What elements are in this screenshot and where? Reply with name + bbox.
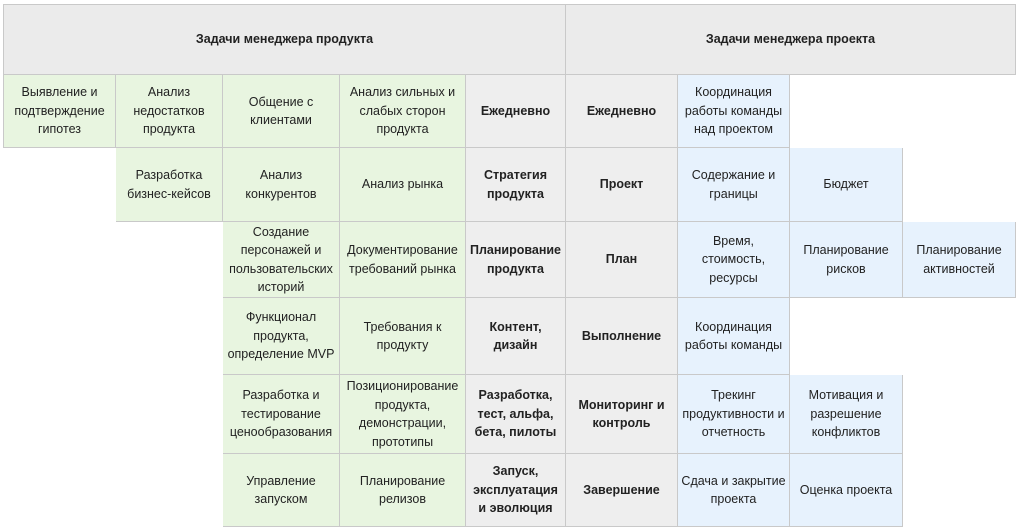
project-task-cell-text: Планирование рисков [803, 243, 889, 276]
product-stage-cell [466, 148, 566, 222]
project-task-cell-text: Планирование активностей [916, 243, 1002, 276]
project-stage-cell [566, 375, 678, 454]
product-stage-cell-text: Разработка, тест, альфа, бета, пилоты [474, 388, 557, 440]
product-task-cell-text: Анализ сильных и слабых сторон продукта [349, 85, 456, 137]
product-stage-cell [466, 222, 566, 298]
project-stage-cell-text: Ежедневно [586, 103, 657, 118]
project-task-cell [790, 222, 903, 298]
project-task-cell [790, 454, 903, 527]
product-task-cell-text: Создание персонажей и пользовательских историй [229, 224, 333, 294]
product-task-cell [223, 298, 340, 375]
product-stage-cell [466, 375, 566, 454]
project-task-cell-text: Сдача и закрытие проекта [681, 473, 786, 506]
product-stage-cell-text: Запуск, эксплуатация и эволюция [473, 464, 558, 516]
product-stage-cell-text: Ежедневно [480, 103, 551, 118]
product-task-cell [223, 375, 340, 454]
product-task-cell [340, 454, 466, 527]
product-task-cell [340, 148, 466, 222]
project-task-cell-text: Время, стоимость, ресурсы [701, 233, 766, 285]
project-stage-cell-text: Проект [599, 177, 644, 192]
product-task-cell [340, 375, 466, 454]
project-task-cell-text: Бюджет [823, 177, 869, 192]
project-stage-cell [566, 298, 678, 375]
product-task-cell-text: Планирование релизов [359, 473, 446, 506]
product-task-cell [340, 222, 466, 298]
project-task-cell [678, 375, 790, 454]
product-task-cell [223, 222, 340, 298]
project-stage-cell-text: Выполнение [581, 328, 662, 343]
product-stage-cell-text: Планирование продукта [469, 243, 562, 276]
project-stage-cell [566, 75, 678, 148]
product-task-cell [116, 75, 223, 148]
project-task-cell [678, 298, 790, 375]
product-task-cell [340, 75, 466, 148]
project-stage-cell [566, 222, 678, 298]
product-task-cell [116, 148, 223, 222]
project-task-cell [903, 222, 1016, 298]
header-project [566, 4, 1016, 75]
product-task-cell [223, 75, 340, 148]
product-task-cell [3, 75, 116, 148]
project-task-cell [790, 148, 903, 222]
product-stage-cell [466, 75, 566, 148]
product-task-cell-text: Функционал продукта, определение MVP [227, 310, 335, 362]
project-task-cell-text: Оценка проекта [799, 482, 893, 497]
product-task-cell-text: Анализ недостатков продукта [133, 85, 205, 137]
project-task-cell-text: Координация работы команды [684, 319, 783, 352]
product-task-cell-text: Позиционирование продукта, демонстрации, прототипы [346, 379, 459, 449]
product-stage-cell [466, 298, 566, 375]
product-task-cell-text: Документирование требований рынка [347, 243, 458, 276]
product-task-cell-text: Управление запуском [246, 473, 316, 506]
product-task-cell-text: Общение с клиентами [248, 94, 314, 127]
header-project-title: Задачи менеджера проекта [705, 32, 876, 47]
product-task-cell-text: Разработка бизнес-кейсов [127, 168, 211, 201]
project-stage-cell-text: Мониторинг и контроль [578, 397, 665, 430]
project-task-cell [790, 375, 903, 454]
product-stage-cell-text: Контент, дизайн [489, 319, 542, 352]
project-task-cell [678, 148, 790, 222]
product-task-cell-text: Выявление и подтверждение гипотез [14, 85, 105, 137]
project-stage-cell [566, 148, 678, 222]
header-product-title: Задачи менеджера продукта [195, 32, 374, 47]
project-task-cell [678, 222, 790, 298]
project-stage-cell-text: Завершение [583, 482, 660, 497]
project-task-cell-text: Мотивация и разрешение конфликтов [808, 388, 884, 440]
product-task-cell-text: Требования к продукту [363, 319, 442, 352]
product-task-cell [340, 298, 466, 375]
product-task-cell-text: Разработка и тестирование ценообразования [229, 388, 333, 440]
product-task-cell [223, 454, 340, 527]
product-stage-cell [466, 454, 566, 527]
product-task-cell [223, 148, 340, 222]
header-product [3, 4, 566, 75]
project-stage-cell-text: План [605, 252, 638, 267]
project-task-cell-text: Трекинг продуктивности и отчетность [682, 388, 785, 440]
project-task-cell [678, 75, 790, 148]
project-task-cell-text: Координация работы команды над проектом [684, 85, 783, 137]
product-task-cell-text: Анализ рынка [361, 177, 444, 192]
project-task-cell-text: Содержание и границы [691, 168, 776, 201]
project-stage-cell [566, 454, 678, 527]
project-task-cell [678, 454, 790, 527]
product-task-cell-text: Анализ конкурентов [245, 168, 317, 201]
product-stage-cell-text: Стратегия продукта [484, 168, 547, 201]
